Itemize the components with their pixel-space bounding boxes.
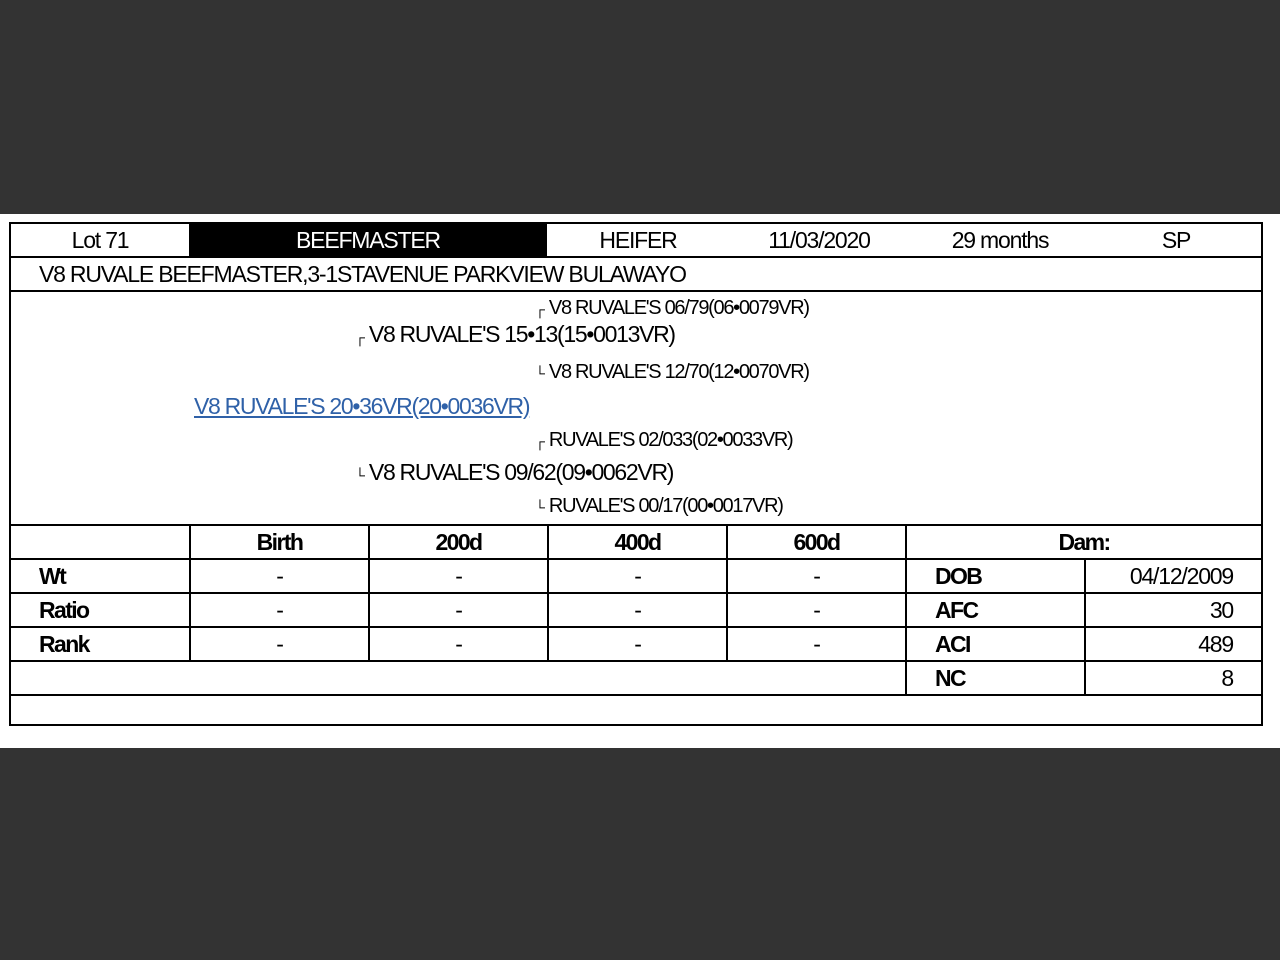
dam-aci-value: 489: [1084, 628, 1261, 660]
col-400d: 400d: [547, 526, 726, 558]
empty-cell: [11, 662, 905, 694]
col-600d: 600d: [726, 526, 905, 558]
rank-400d: -: [547, 628, 726, 660]
col-birth: Birth: [189, 526, 368, 558]
bracket-top-icon: ┌: [535, 433, 545, 449]
lot-card: [9, 222, 1263, 726]
dam-aci-label: ACI: [905, 628, 1084, 660]
rank-200d: -: [368, 628, 547, 660]
pedigree-sire-sire: ┌ V8 RUVALE'S 06/79(06•0079VR): [535, 297, 809, 319]
performance-header-row: [11, 524, 1261, 558]
breed-label: BEEFMASTER: [189, 224, 547, 256]
ratio-600d: -: [726, 594, 905, 626]
wt-600d: -: [726, 560, 905, 592]
lot-number: Lot 71: [71, 226, 129, 253]
dam-afc-value: 30: [1084, 594, 1261, 626]
sale-catalogue-page: [0, 214, 1280, 748]
pedigree-subject-link[interactable]: V8 RUVALE'S 20•36VR(20•0036VR): [194, 393, 530, 419]
wt-200d: -: [368, 560, 547, 592]
dam-dob-value: 04/12/2009: [1084, 560, 1261, 592]
birth-date: 11/03/2020: [768, 226, 870, 253]
code-label: SP: [1161, 226, 1191, 253]
pedigree-section: [11, 290, 1261, 524]
rank-birth: -: [189, 628, 368, 660]
bracket-bottom-icon: └: [355, 467, 365, 483]
dam-afc-label: AFC: [905, 594, 1084, 626]
bracket-top-icon: ┌: [535, 301, 545, 317]
dam-title: Dam:: [905, 526, 1261, 558]
footer-row: [11, 694, 1261, 724]
corner-cell: [11, 526, 189, 558]
dam-nc-value: 8: [1084, 662, 1261, 694]
sex-label: HEIFER: [599, 226, 677, 253]
ratio-400d: -: [547, 594, 726, 626]
age-label: 29 months: [951, 226, 1049, 253]
pedigree-sire: ┌ V8 RUVALE'S 15•13(15•0013VR): [355, 321, 675, 347]
row-label-ratio: Ratio: [39, 596, 89, 623]
breeder-row: [11, 256, 1261, 290]
table-row: [11, 660, 1261, 694]
bracket-top-icon: ┌: [355, 329, 365, 345]
pedigree-sire-dam: └ V8 RUVALE'S 12/70(12•0070VR): [535, 361, 809, 383]
breeder-address: V8 RUVALE BEEFMASTER,3-1STAVENUE PARKVIEW BULAWAYO: [39, 260, 686, 287]
wt-birth: -: [189, 560, 368, 592]
pedigree-dam: └ V8 RUVALE'S 09/62(09•0062VR): [355, 459, 674, 485]
dam-dob-label: DOB: [905, 560, 1084, 592]
dam-nc-label: NC: [905, 662, 1084, 694]
bracket-bottom-icon: └: [535, 365, 545, 381]
lot-header-row: [11, 224, 1261, 256]
bracket-bottom-icon: └: [535, 499, 545, 515]
row-label-rank: Rank: [39, 630, 89, 657]
table-row: [11, 626, 1261, 660]
pedigree-dam-sire: ┌ RUVALE'S 02/033(02•0033VR): [535, 429, 793, 451]
pedigree-dam-dam: └ RUVALE'S 00/17(00•0017VR): [535, 495, 783, 517]
row-label-wt: Wt: [39, 562, 66, 589]
ratio-200d: -: [368, 594, 547, 626]
table-row: [11, 592, 1261, 626]
rank-600d: -: [726, 628, 905, 660]
col-200d: 200d: [368, 526, 547, 558]
wt-400d: -: [547, 560, 726, 592]
table-row: [11, 558, 1261, 592]
ratio-birth: -: [189, 594, 368, 626]
